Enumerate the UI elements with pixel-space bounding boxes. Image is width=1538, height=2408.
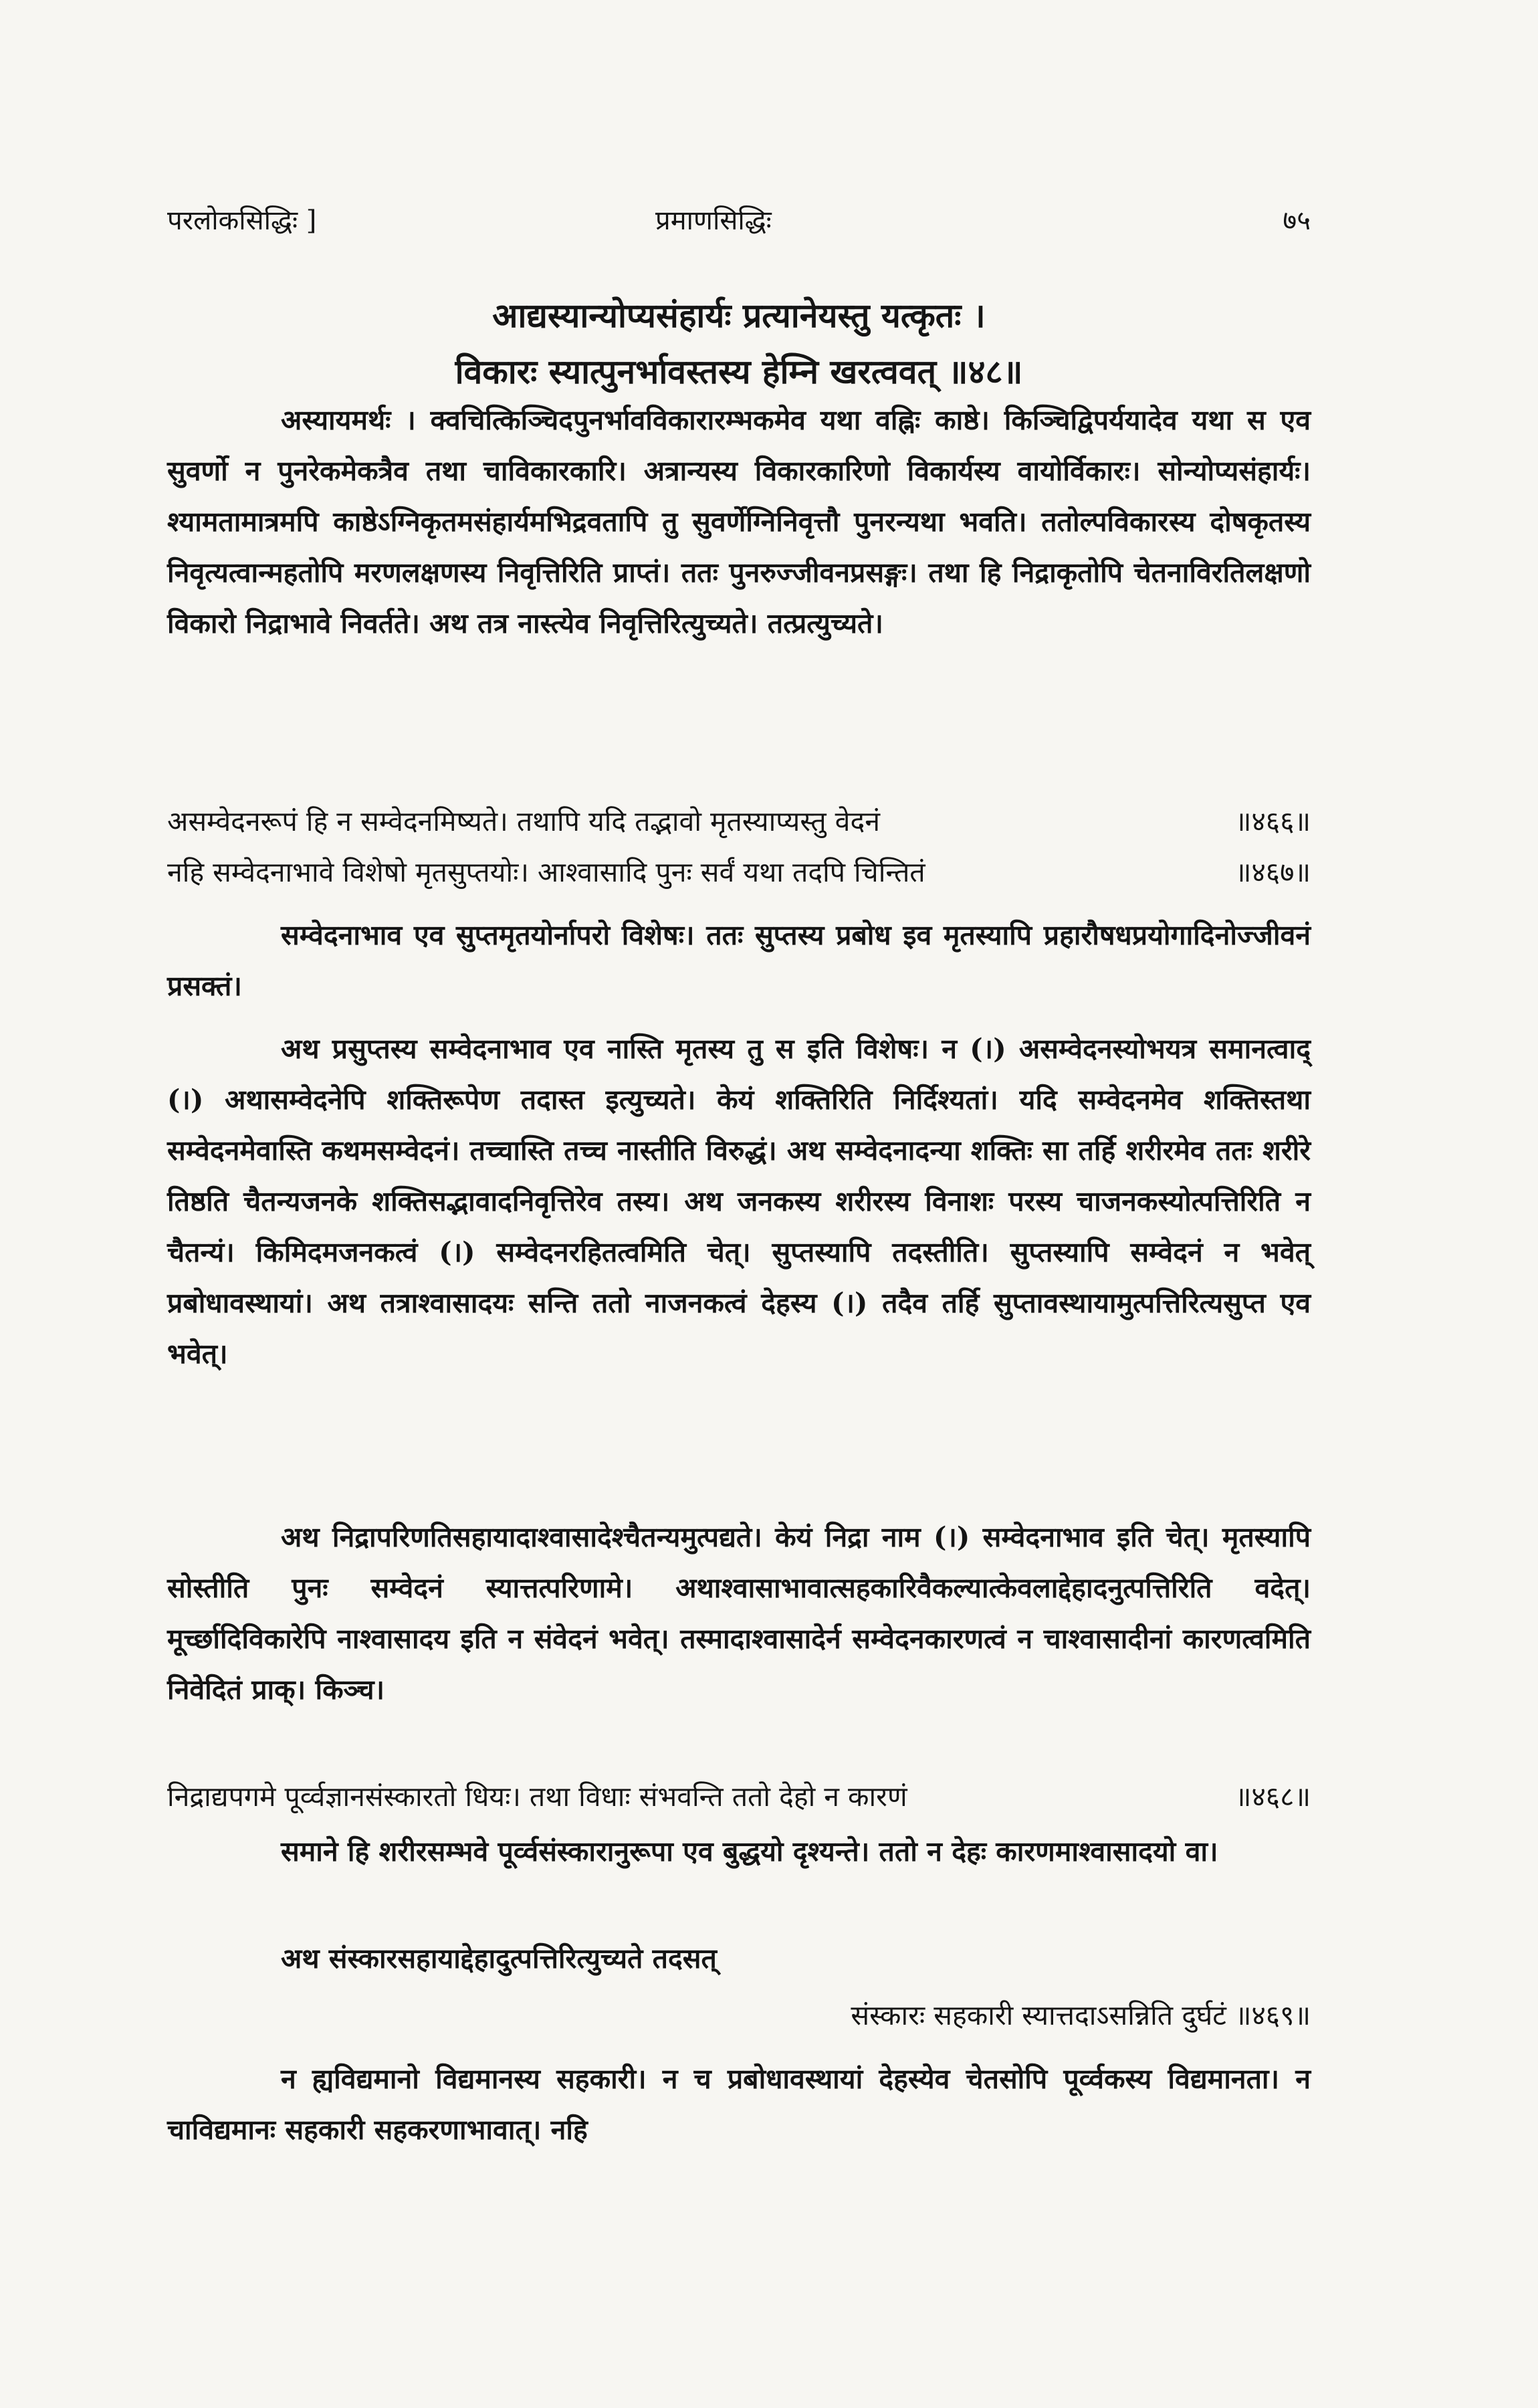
karika-467 (167, 847, 1311, 898)
commentary-paragraph-4: अथ निद्रापरिणतिसहायादाश्वासादेश्चैतन्यमुत्पद्यते। केयं निद्रा नाम (।) सम्वेदनाभाव इति चेत्। मृतस्यापि सोस्तीति पुनः सम्वेदनं स्यात्तत्परिणामे। अथाश्वासाभावात्सहकारिवैकल्यात्केवलाद्देहादनुत्पत्तिरिति वदेत्। मूर्च्छादिविकारेपि नाश्वासादय इति न संवेदनं भवेत्। तस्मादाश्वासादेर्न सम्वेदनकारणत्वं न चाश्वासादीनां कारणत्वमिति निवेदितं प्राक्। किञ्च। (167, 1521, 1311, 1706)
karika-number: ॥४६८॥ (1234, 1781, 1311, 1813)
karika-text: निद्राद्यपगमे पूर्व्वज्ञानसंस्कारतो धियः। तथा विधाः संभवन्ति ततो देहो न कारणं (167, 1781, 907, 1813)
karika-number: ॥४६९॥ (1234, 1999, 1311, 2031)
commentary-paragraph-3: अथ प्रसुप्तस्य सम्वेदनाभाव एव नास्ति मृतस्य तु स इति विशेषः। न (।) असम्वेदनस्योभयत्र समानत्वाद् (।) अथासम्वेदनेपि शक्तिरूपेण तदास्त इत्युच्यते। केयं शक्तिरिति निर्दिश्यतां। यदि सम्वेदनमेव शक्तिस्तथा सम्वेदनमेवास्ति कथमसम्वेदनं। तच्चास्ति तच्च नास्तीति विरुद्धं। अथ सम्वेदनादन्या शक्तिः सा तर्हि शरीरमेव ततः शरीरे तिष्ठति चैतन्यजनके शक्तिसद्भावादनिवृत्तिरेव तस्य। अथ जनकस्य शरीरस्य विनाशः परस्य चाजनकस्योत्पत्तिरिति न चैतन्यं। किमिदमजनकत्वं (।) सम्वेदनरहितत्वमिति चेत्। सुप्तस्यापि तदस्तीति। सुप्तस्यापि सम्वेदनं न भवेत् प्रबोधावस्थायां। अथ तत्राश्वासादयः सन्ति ततो नाजनकत्वं देहस्य (।) तदैव तर्हि सुप्तावस्थायामुत्पत्तिरित्यसुप्त एव भवेत्। (167, 1033, 1311, 1370)
karika-text: नहि सम्वेदनाभावे विशेषो मृतसुप्तयोः। आश्वासादि पुनः सर्वं यथा तदपि चिन्तितं (167, 856, 925, 888)
karika-number: ॥४६७॥ (1234, 856, 1311, 888)
commentary-paragraph-6: अथ संस्कारसहायाद्देहादुत्पत्तिरित्युच्यते तदसत् (281, 1942, 717, 1975)
commentary-paragraph-7: न ह्यविद्यमानो विद्यमानस्य सहकारी। न च प्रबोधावस्थायां देहस्येव चेतसोपि पूर्व्वकस्य विद्यमानता। न चाविद्यमानः सहकारी सहकरणाभावात्। नहि (167, 2063, 1311, 2146)
karika-466 (167, 796, 1311, 847)
commentary-paragraph-5: समाने हि शरीरसम्भवे पूर्व्वसंस्कारानुरूपा एव बुद्धयो दृश्यन्ते। ततो न देहः कारणमाश्वासादयो वा। (281, 1835, 1218, 1868)
karika-text: असम्वेदनरूपं हि न सम्वेदनमिष्यते। तथापि यदि तद्भावो मृतस्याप्यस्तु वेदनं (167, 805, 880, 837)
running-header (167, 201, 1311, 247)
header-chapter-title: परलोकसिद्धिः ] (167, 205, 317, 236)
verse-line-2: विकारः स्यात्पुनर्भावस्तस्य हेम्नि खरत्ववत् ॥४८॥ (455, 352, 1023, 391)
verse-line-1: आद्यस्यान्योप्यसंहार्यः प्रत्यानेयस्तु यत्कृतः । (492, 296, 986, 335)
karika-468 (167, 1771, 1311, 1822)
commentary-paragraph-1: अस्यायमर्थः । क्वचित्किञ्चिदपुनर्भावविकारारम्भकमेव यथा वह्निः काष्ठे। किञ्चिद्विपर्ययादेव यथा स एव सुवर्णो न पुनरेकमेकत्रैव तथा चाविकारकारि। अत्रान्यस्य विकारकारिणो विकार्यस्य वायोर्विकारः। सोन्योप्यसंहार्यः। श्यामतामात्रमपि काष्ठेऽग्निकृतमसंहार्यमभिद्रवतापि तु सुवर्णेग्निनिवृत्तौ पुनरन्यथा भवति। ततोल्पविकारस्य दोषकृतस्य निवृत्यत्वान्महतोपि मरणलक्षणस्य निवृत्तिरिति प्राप्तं। ततः पुनरुज्जीवनप्रसङ्गः। तथा हि निद्राकृतोपि चेतनाविरतिलक्षणो विकारो निद्राभावे निवर्तते। अथ तत्र नास्त्येव निवृत्तिरित्युच्यते। तत्प्रत्युच्यते। (167, 404, 1311, 639)
karika-number: ॥४६६॥ (1234, 805, 1311, 837)
page-number: ७५ (1283, 205, 1311, 236)
karika-text: संस्कारः सहकारी स्यात्तदाऽसन्निति दुर्घटं (851, 1999, 1226, 2031)
karika-469 (167, 1990, 1311, 2041)
commentary-paragraph-2: सम्वेदनाभाव एव सुप्तमृतयोर्नापरो विशेषः। ततः सुप्तस्य प्रबोध इव मृतस्यापि प्रहारौषधप्रयोगादिनोज्जीवनं प्रसक्तं। (167, 919, 1311, 1002)
header-book-title: प्रमाणसिद्धिः (655, 205, 772, 236)
verse-458 (167, 288, 1311, 400)
